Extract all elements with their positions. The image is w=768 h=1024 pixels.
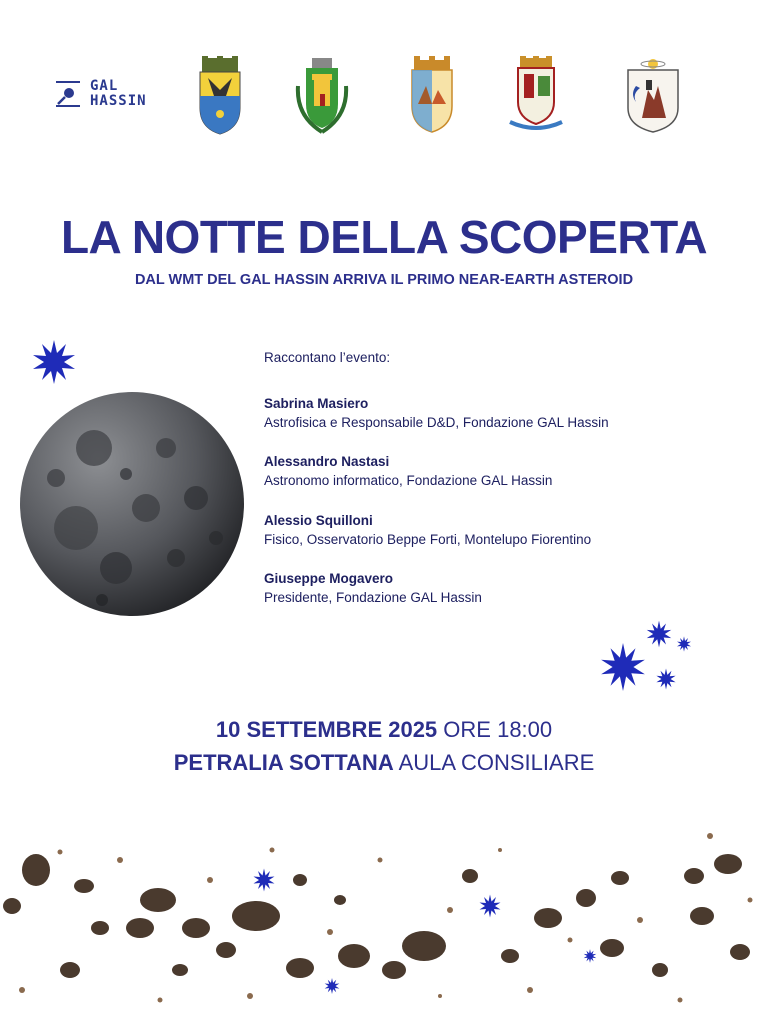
crest-municipality-2 xyxy=(292,56,352,136)
speaker-role: Astronomo informatico, Fondazione GAL Hassin xyxy=(264,473,553,488)
speaker-role: Fisico, Osservatorio Beppe Forti, Montelupo Fiorentino xyxy=(264,532,592,547)
star-decoration xyxy=(598,642,648,692)
event-time: ORE 18:00 xyxy=(443,717,553,742)
satellite-icon xyxy=(52,78,84,110)
crest-municipality-4 xyxy=(508,56,564,136)
star-decoration xyxy=(655,668,677,690)
speaker-3 xyxy=(264,511,591,549)
speaker-name: Giuseppe Mogavero xyxy=(264,571,394,586)
crest-municipality-3 xyxy=(408,56,456,136)
page-subtitle: DAL WMT DEL GAL HASSIN ARRIVA IL PRIMO NEAR-EARTH ASTEROID xyxy=(134,272,634,288)
speaker-2 xyxy=(264,452,552,490)
speaker-name: Alessio Squilloni xyxy=(264,513,373,528)
event-venue: AULA CONSILIARE xyxy=(398,750,595,775)
speakers-intro: Raccontano l’evento: xyxy=(264,350,391,365)
crest-municipality-1 xyxy=(196,56,244,136)
event-location xyxy=(0,750,768,776)
speaker-4 xyxy=(264,569,482,607)
star-decoration xyxy=(645,620,673,648)
gal-hassin-logo xyxy=(52,74,162,114)
event-date-time xyxy=(0,717,768,743)
speaker-name: Sabrina Masiero xyxy=(264,396,369,411)
event-town: PETRALIA SOTTANA xyxy=(173,750,394,775)
asteroid-debris-field xyxy=(0,820,768,1024)
page-title: LA NOTTE DELLA SCOPERTA xyxy=(60,211,708,263)
speaker-1 xyxy=(264,394,609,432)
speaker-role: Presidente, Fondazione GAL Hassin xyxy=(264,590,482,605)
star-decoration xyxy=(30,338,78,386)
speaker-name: Alessandro Nastasi xyxy=(264,454,390,469)
crest-observatory xyxy=(620,56,686,136)
gal-hassin-text: GAL HASSIN xyxy=(90,78,147,109)
speaker-role: Astrofisica e Responsabile D&D, Fondazione GAL Hassin xyxy=(264,415,609,430)
asteroid-image xyxy=(16,388,248,620)
event-date: 10 SETTEMBRE 2025 xyxy=(215,717,438,742)
star-decoration xyxy=(676,636,692,652)
